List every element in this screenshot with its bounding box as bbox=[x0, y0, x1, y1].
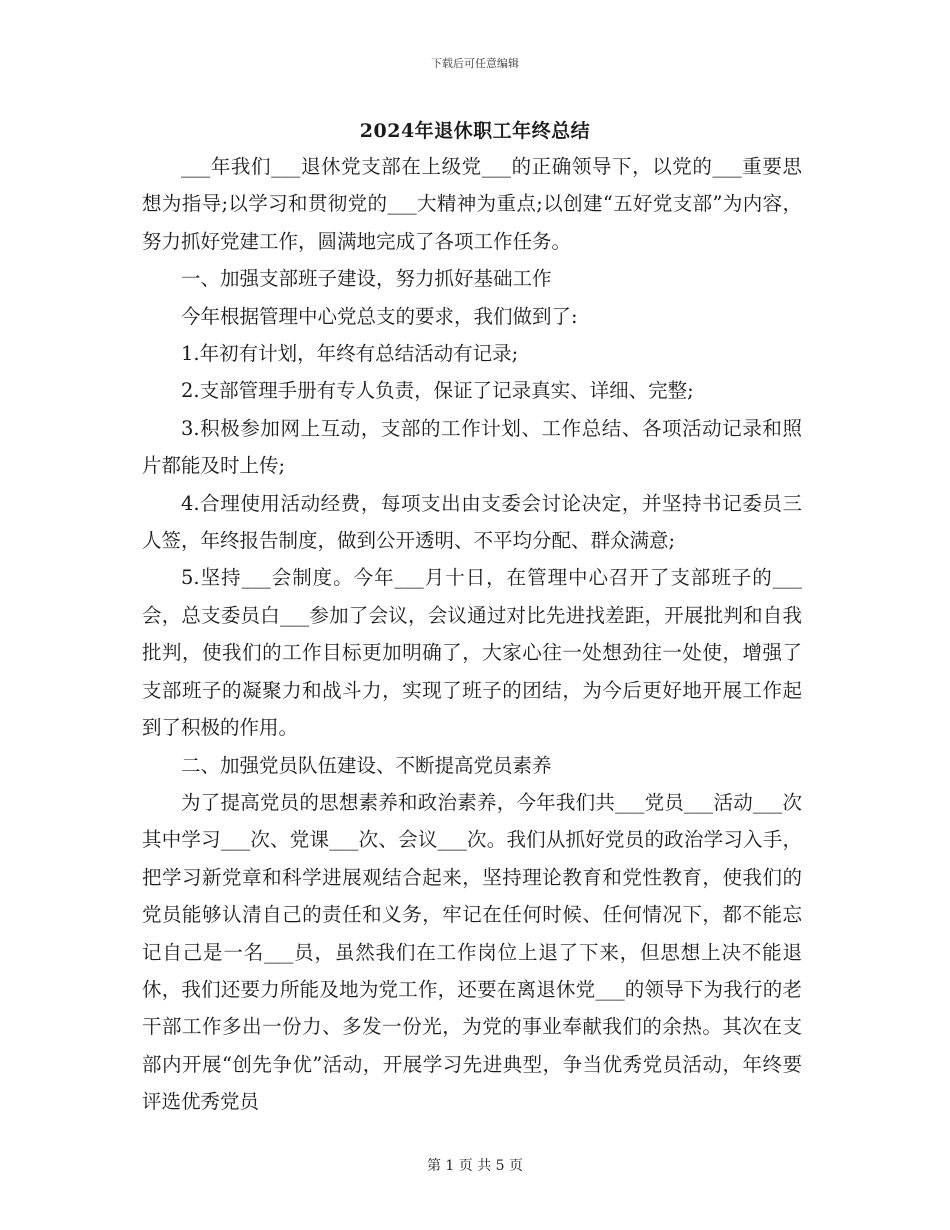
header-note: 下载后可任意编辑 bbox=[431, 57, 519, 70]
section-heading: 二、加强党员队伍建设、不断提高党员素养 bbox=[181, 753, 552, 777]
list-item: 2.支部管理手册有专人负责，保证了记录真实、详细、完整; bbox=[181, 379, 694, 403]
document-title: 2024年退休职工年终总结 bbox=[359, 120, 591, 142]
document-body bbox=[142, 148, 802, 1121]
page-number: 第 1 页 共 5 页 bbox=[426, 1158, 524, 1174]
paragraph: 今年根据管理中心党总支的要求，我们做到了: bbox=[181, 304, 578, 328]
paragraph: 为了提高党员的思想素养和政治素养，今年我们共___党员___活动___次其中学习___次、党课___次、会议___次。我们从抓好党员的政治学习入手，把学习新党章和科学进展观结合起来，坚持理论教育和党性教育，使我们的党员能够认清自己的责任和义务，牢记在任何时候、任何情况下，都不能忘记自己是一名___员，虽然我们在工作岗位上退了下来，但思想上决不能退休，我们还要力所能及地为党工作，还要在离退休党___的领导下为我行的老干部工作多出一份力、多发一份光，为党的事业奉献我们的余热。其次在支部内开展“创先争优”活动，开展学习先进典型，争当优秀党员活动，年终要评选优秀党员 bbox=[142, 790, 802, 1114]
list-item: 3.积极参加网上互动，支部的工作计划、工作总结、各项活动记录和照片都能及时上传; bbox=[142, 416, 802, 478]
section-heading: 一、加强支部班子建设，努力抓好基础工作 bbox=[181, 267, 552, 291]
list-item: 5.坚持___会制度。今年___月十日，在管理中心召开了支部班子的___会，总支委员白___参加了会议，会议通过对比先进找差距，开展批判和自我批判，使我们的工作目标更加明确了，大家心往一处想劲往一处使，增强了支部班子的凝聚力和战斗力，实现了班子的团结，为今后更好地开展工作起到了积极的作用。 bbox=[142, 566, 802, 740]
paragraph: ___年我们___退休党支部在上级党___的正确领导下，以党的___重要思想为指导;以学习和贯彻党的___大精神为重点;以创建“五好党支部”为内容，努力抓好党建工作，圆满地完成了各项工作任务。 bbox=[142, 155, 802, 253]
list-item: 4.合理使用活动经费，每项支出由支委会讨论决定，并坚持书记委员三人签，年终报告制度，做到公开透明、不平均分配、群众满意; bbox=[142, 491, 802, 553]
list-item: 1.年初有计划，年终有总结活动有记录; bbox=[181, 342, 519, 366]
